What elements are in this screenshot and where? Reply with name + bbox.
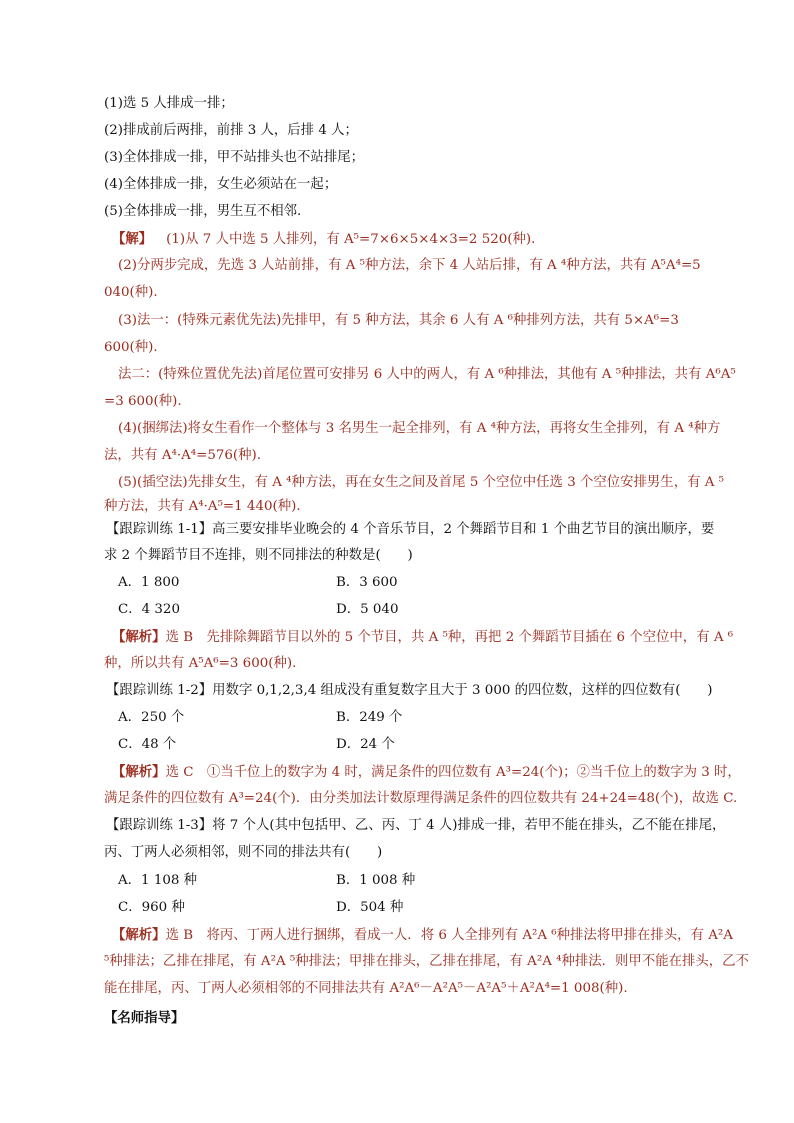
exercise-1-2-answer-text: 选 C ①当千位上的数字为 4 时，满足条件的四位数有 A³=24(个)；②当千位上的数字为 3 时， (165, 765, 741, 780)
solution-part-1: (1)从 7 人中选 5 人排列，有 A⁵=7×6×5×4×3=2 520(种). (166, 232, 536, 247)
exercise-1-3-question-line-2: 丙、丁两人必须相邻，则不同的排法共有( ) (104, 845, 383, 860)
question-2: (2)排成前后两排，前排 3 人，后排 4 人； (104, 123, 358, 138)
exercise-1-2-answer-line-2: 满足条件的四位数有 A³=24(个)．由分类加法计数原理得满足条件的四位数共有 24+24=48(个)，故选 C. (104, 791, 738, 806)
solution-part-4-line-2: 法，共有 A⁴·A⁴=576(种). (104, 448, 262, 463)
question-1: (1)选 5 人排成一排； (104, 96, 234, 111)
exercise-1-3-answer-line-3: 能在排尾，丙、丁两人必须相邻的不同排法共有 A²A⁶－A²A⁵－A²A⁵＋A²A⁴=1 008(种). (104, 981, 628, 996)
exercise-1-3-option-b: B．1 008 种 (336, 873, 416, 888)
exercise-1-2-option-d: D．24 个 (336, 737, 395, 752)
solution-line-1 (112, 230, 535, 249)
exercise-1-3-option-c: C．960 种 (118, 900, 185, 915)
solution-part-3b-line-1: 法二：(特殊位置优先法)首尾位置可安排另 6 人中的两人，有 A ⁶种排法，其他有 A ⁵种排法，共有 A⁶A⁵ (118, 367, 736, 382)
solution-part-2-line-2: 040(种). (104, 285, 158, 300)
exercise-1-3-answer-line-1 (112, 926, 733, 945)
exercise-1-2-answer-line-1 (112, 763, 741, 782)
exercise-1-2-option-b: B．249 个 (336, 710, 403, 725)
solution-part-3-line-2: 600(种). (104, 340, 158, 355)
exercise-1-1-option-c: C．4 320 (118, 602, 180, 617)
question-3: (3)全体排成一排，甲不站排头也不站排尾； (104, 150, 364, 165)
teacher-guidance-heading: 【名师指导】 (104, 1010, 185, 1026)
solution-part-3b-line-2: =3 600(种). (104, 394, 182, 409)
exercise-1-1-answer-line-2: 种，所以共有 A⁵A⁶=3 600(种). (104, 656, 297, 671)
solution-label: 【解】 (112, 231, 153, 247)
exercise-1-1-question-line-2: 求 2 个舞蹈节目不连排，则不同排法的种数是( ) (104, 548, 413, 563)
exercise-1-3-option-d: D．504 种 (336, 900, 404, 915)
question-5: (5)全体排成一排，男生互不相邻. (104, 204, 302, 219)
solution-part-5-line-2: 种方法，共有 A⁴·A⁵=1 440(种). (104, 499, 301, 514)
exercise-1-1-answer-line-1 (112, 628, 733, 647)
exercise-1-1-question-line-1: 【跟踪训练 1-1】高三要安排毕业晚会的 4 个音乐节目，2 个舞蹈节目和 1 个曲艺节目的演出顺序，要 (106, 522, 715, 537)
solution-part-2-line-1: (2)分两步完成，先选 3 人站前排，有 A ⁵种方法，余下 4 人站后排，有 A ⁴种方法，共有 A⁵A⁴=5 (118, 258, 701, 273)
solution-part-3-line-1: (3)法一：(特殊元素优先法)先排甲，有 5 种方法，其余 6 人有 A ⁶种排列方法，共有 5×A⁶=3 (118, 313, 679, 328)
solution-part-5-line-1: (5)(插空法)先排女生，有 A ⁴种方法，再在女生之间及首尾 5 个空位中任选 3 个空位安排男生，有 A ⁵ (118, 475, 725, 490)
exercise-1-3-question-line-1: 【跟踪训练 1-3】将 7 个人(其中包括甲、乙、丙、丁 4 人)排成一排，若甲不能在排头，乙不能在排尾， (106, 818, 726, 833)
question-4: (4)全体排成一排，女生必须站在一起； (104, 177, 338, 192)
exercise-1-3-option-a: A．1 108 种 (118, 873, 198, 888)
exercise-1-1-option-b: B．3 600 (336, 575, 398, 590)
exercise-1-2-option-c: C．48 个 (118, 737, 177, 752)
exercise-1-2-answer-label: 【解析】 (112, 764, 166, 780)
exercise-1-1-answer-label: 【解析】 (112, 629, 166, 645)
exercise-1-1-option-d: D．5 040 (336, 602, 399, 617)
exercise-1-2-question: 【跟踪训练 1-2】用数字 0,1,2,3,4 组成没有重复数字且大于 3 000 的四位数，这样的四位数有( ) (106, 683, 713, 698)
exercise-1-1-answer-text: 选 B 先排除舞蹈节目以外的 5 个节目，共 A ⁵种，再把 2 个舞蹈节目插在 6 个空位中，有 A ⁶ (165, 630, 734, 645)
exercise-1-3-answer-text: 选 B 将丙、丁两人进行捆绑，看成一人．将 6 人全排列有 A²A ⁶种排法将甲排在排头，有 A²A (165, 928, 733, 943)
exercise-1-1-option-a: A．1 800 (118, 575, 180, 590)
exercise-1-3-answer-line-2: ⁵种排法；乙排在排尾，有 A²A ⁵种排法；甲排在排头，乙排在排尾，有 A²A ⁴种排法．则甲不能在排头，乙不 (104, 954, 749, 969)
exercise-1-2-option-a: A．250 个 (118, 710, 185, 725)
exercise-1-3-answer-label: 【解析】 (112, 927, 166, 943)
solution-part-4-line-1: (4)(捆绑法)将女生看作一个整体与 3 名男生一起全排列，有 A ⁴种方法，再将女生全排列，有 A ⁴种方 (118, 421, 721, 436)
